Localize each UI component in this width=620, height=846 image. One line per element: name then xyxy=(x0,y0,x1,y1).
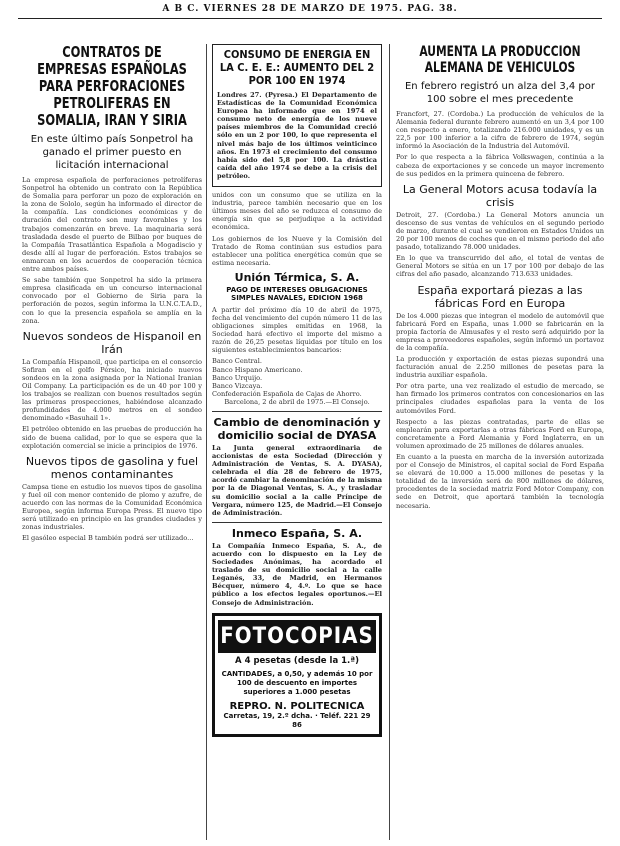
notice-heading: Unión Térmica, S. A. xyxy=(234,270,360,284)
ad-firm: REPRO. N. POLITECNICA xyxy=(229,700,365,712)
notice-paragraph: La Junta general extraordinaria de accionistas de esta Sociedad (Dirección y Administración de Ventas, S. A. DYASA), celebrada el día 28 de febrero de 1975, acordó cambiar la denominación de la misma por la de Diagonal Ventas, S. A., y trasladar su domicilio social a la calle Príncipe de Vergara, número 125, de Madrid.—El Consejo de Administración. xyxy=(212,444,382,517)
article-paragraph: De los 4.000 piezas que integran el modelo de automóvil que fabricará Ford en España, unas 1.000 se fabricarán en la propia factoría de Almusafes y el resto será adquirido por la empresa a proveedores españoles, según informó un portavoz de la compañía. xyxy=(396,311,604,352)
header-rule xyxy=(18,18,602,19)
article-paragraph: Campsa tiene en estudio los nuevos tipos de gasolina y fuel oil con menor contenido de plomo y azufre, de acuerdo con las normas de la Comunidad Económica Europea, según informa Europa Press. El nuevo tipo será utilizado en principio en las grandes ciudades y zonas industriales. xyxy=(22,482,202,532)
divider xyxy=(212,522,382,523)
ad-title: FOTOCOPIAS xyxy=(218,620,376,653)
column-divider xyxy=(389,44,390,840)
article-paragraph: El petróleo obtenido en las pruebas de producción ha sido de buena calidad, por lo que se espera que la explotación comercial se inicie a principios de 1976. xyxy=(22,425,202,450)
section-heading: España exportará piezas a las fábricas Ford en Europa xyxy=(417,283,583,310)
box-headline: CONSUMO DE ENERGIA EN LA C. E. E.: AUMENTO DEL 2 POR 100 EN 1974 xyxy=(219,48,375,87)
article-headline: AUMENTA LA PRODUCCION ALEMANA DE VEHICULOS xyxy=(419,44,581,76)
section-heading: La General Motors acusa todavía la crisis xyxy=(402,182,598,209)
article-paragraph: Detroit, 27. (Cordoba.) La General Motors anuncia un descenso de sus ventas de vehículos en el segundo periodo de marzo, durante el cual se vendieron en Estados Unidos un 20 por 100 menos de coches que en el mismo periodo del año pasado, totalizando 78.000 unidades. xyxy=(396,210,604,252)
ad-address: Carretas, 19, 2.º dcha. · Teléf. 221 29 86 xyxy=(223,711,371,729)
notice-heading: Inmeco España, S. A. xyxy=(231,526,363,540)
bank-item: Banco Vizcaya. xyxy=(212,381,263,390)
article-paragraph: Se sabe también que Sonpetrol ha sido la primera empresa clasificada en un concurso internacional convocado por el Gobierno de Siria para la perforación de pozos, según informa la U.N.C.T.A.D., con lo que la presencia española se amplía en la zona. xyxy=(22,276,202,325)
article-paragraph: La Compañía Hispanoil, que participa en el consorcio Sofiran en el golfo Pérsico, ha iniciado nuevos sondeos en la zona asignada por la National Iranian Oil Company. La participación es de un 40 por 100 y los trabajos se realizan con buenos resultados según las primeras prospecciones, habiéndose alcanzado profundidades de 4.000 metros en el sondeo denominado «Basuhail 1». xyxy=(22,357,202,423)
box-paragraph: Londres 27. (Pyresa.) El Departamento de Estadísticas de la Comunidad Económica Europea ha informado que en 1974 el consumo neto de energía de los nueve países miembros de la Comunidad creció sólo en un 2 por 100, lo que representa el nivel más bajo de los últimos veinticinco años. En 1973 el crecimiento del consumo había sido del 5,8 por 100. La drástica caída del año 1974 se debe a la crisis del petróleo. xyxy=(217,91,377,180)
article-paragraph: Los gobiernos de los Nueve y la Comisión del Tratado de Roma continúan sus estudios para establecer una política energética común que se estima necesaria. xyxy=(212,234,382,267)
ad-price: A 4 pesetas (desde la 1.ª) xyxy=(235,655,359,666)
article-paragraph: Por otra parte, una vez realizado el estudio de mercado, se han firmado los primeros contratos con concesionarios en las principales ciudades españolas para la venta de los automóviles Ford. xyxy=(396,382,604,415)
article-paragraph: Francfort, 27. (Cordoba.) La producción de vehículos de la Alemania federal durante febrero aumentó en un 3,4 por 100 con respecto a enero, totalizando 216.000 unidades, y es un 22,5 por 100 inferior a la cifra de febrero de 1974, según informó la Asociación de la Industria del Automóvil. xyxy=(396,110,604,151)
notice-paragraph: La Compañía Inmeco España, S. A., de acuerdo con lo dispuesto en la Ley de Sociedades Anónimas, ha acordado el traslado de su domicilio social a la calle Leganés, 33, de Madrid, en Hermanos Bécquer, número 4, 4.º. Lo que se hace público a los efectos legales oportunos.—El Consejo de Administración. xyxy=(212,541,382,607)
bank-item: Banco Urquijo. xyxy=(212,373,263,382)
ad-offer: CANTIDADES, a 0,50, y además 10 por 100 de descuento en importes superiores a 1.000 pesetas xyxy=(221,669,373,696)
bank-list xyxy=(212,357,382,397)
section-heading: Nuevos sondeos de Hispanoil en Irán xyxy=(22,329,202,356)
column-divider xyxy=(206,44,207,840)
boxed-news xyxy=(212,44,382,187)
article-headline: CONTRATOS DE EMPRESAS ESPAÑOLAS PARA PERFORACIONES PETROLIFERAS EN SOMALIA, IRAN Y SIRIA xyxy=(37,43,187,129)
article-subhead: En este último país Sonpetrol ha ganado el primer puesto en licitación internacional xyxy=(30,134,194,171)
running-head: A B C. VIERNES 28 DE MARZO DE 1975. PAG. 38. xyxy=(162,4,458,14)
article-paragraph: En cuanto a la puesta en marcha de la inversión autorizada por el Consejo de Ministros, el capital social de Ford España se elevará de 10.000 a 15.000 millones de pesetas y la totalidad de la inversión será de 800 millones de dólares, procedentes de la sociedad matriz Ford Motor Company, con sede en Detroit, que aportará también la tecnología necesaria. xyxy=(396,453,604,510)
article-paragraph: Por lo que respecta a la fábrica Volkswagen, continúa a la cabeza de exportaciones y se concede un mayor incremento de sus pedidos en la primera quincena de febrero. xyxy=(396,153,604,178)
bank-item: Confederación Española de Cajas de Ahorro. xyxy=(212,389,362,398)
article-paragraph: El gasóleo especial B también podrá ser utilizado... xyxy=(22,534,194,543)
article-paragraph: unidos con un consumo que se utiliza en la industria, parece también necesario que en los últimos meses del año se reduzca el consumo de energía sin que se perjudique a la actividad económica. xyxy=(212,191,382,232)
article-paragraph: En lo que va transcurrido del año, el total de ventas de General Motors se sitúa en un 17 por 100 por debajo de las cifras del año pasado, alcanzando 713.633 unidades. xyxy=(396,254,604,279)
notice-heading: Cambio de denominación y domicilio social de DYASA xyxy=(213,416,381,442)
column-1 xyxy=(22,44,202,545)
article-paragraph: Respecto a las piezas contratadas, parte de ellas se emplearán para exportarlas a otras fábricas Ford en Europa, concretamente a Ford Alemania y Ford Inglaterra, en un volumen aproximado de 25 millones de dólares anuales. xyxy=(396,417,604,450)
column-3 xyxy=(396,44,604,513)
article-paragraph: La producción y exportación de estas piezas supondrá una facturación anual de 2.250 millones de pesetas para la industria auxiliar española. xyxy=(396,354,604,380)
fotocopias-ad xyxy=(212,613,382,737)
notice-paragraph: A partir del próximo día 10 de abril de 1975, fecha del vencimiento del cupón número 11 de las obligaciones simples emitidas en 1968, la Sociedad hará efectivo el importe del mismo a razón de 26,25 pesetas líquidas por título en los siguientes establecimientos bancarios: xyxy=(212,305,382,355)
divider xyxy=(212,411,382,412)
notice-date: Barcelona, 2 de abril de 1975.—El Consejo. xyxy=(224,397,370,406)
bank-item: Banco Hispano Americano. xyxy=(212,365,303,374)
section-heading: Nuevos tipos de gasolina y fuel menos contaminantes xyxy=(25,454,199,481)
article-paragraph: La empresa española de perforaciones petrolíferas Sonpetrol ha obtenido un contrato con la República de Somalia para perforar un pozo de exploración en la zona de Sololo, según ha informado el director de la compañía. Las condiciones económicas y de duración del contrato son muy favorables y los trabajos comenzarán en breve. La maquinaria será trasladada desde el puerto de Bilbao por buques de la Compañía Trasatlántica Española a Mogadiscio y desde allí al lugar de perforación. Estos trabajos se enmarcan en los acuerdos de cooperación técnica entre ambos países. xyxy=(22,176,202,274)
article-subhead: En febrero registró un alza del 3,4 por 100 sobre el mes precedente xyxy=(404,81,595,105)
notice-title: PAGO DE INTERESES OBLIGACIONES SIMPLES NAVALES, EDICION 1968 xyxy=(226,285,368,302)
column-2 xyxy=(212,44,382,737)
bank-item: Banco Central. xyxy=(212,357,262,366)
